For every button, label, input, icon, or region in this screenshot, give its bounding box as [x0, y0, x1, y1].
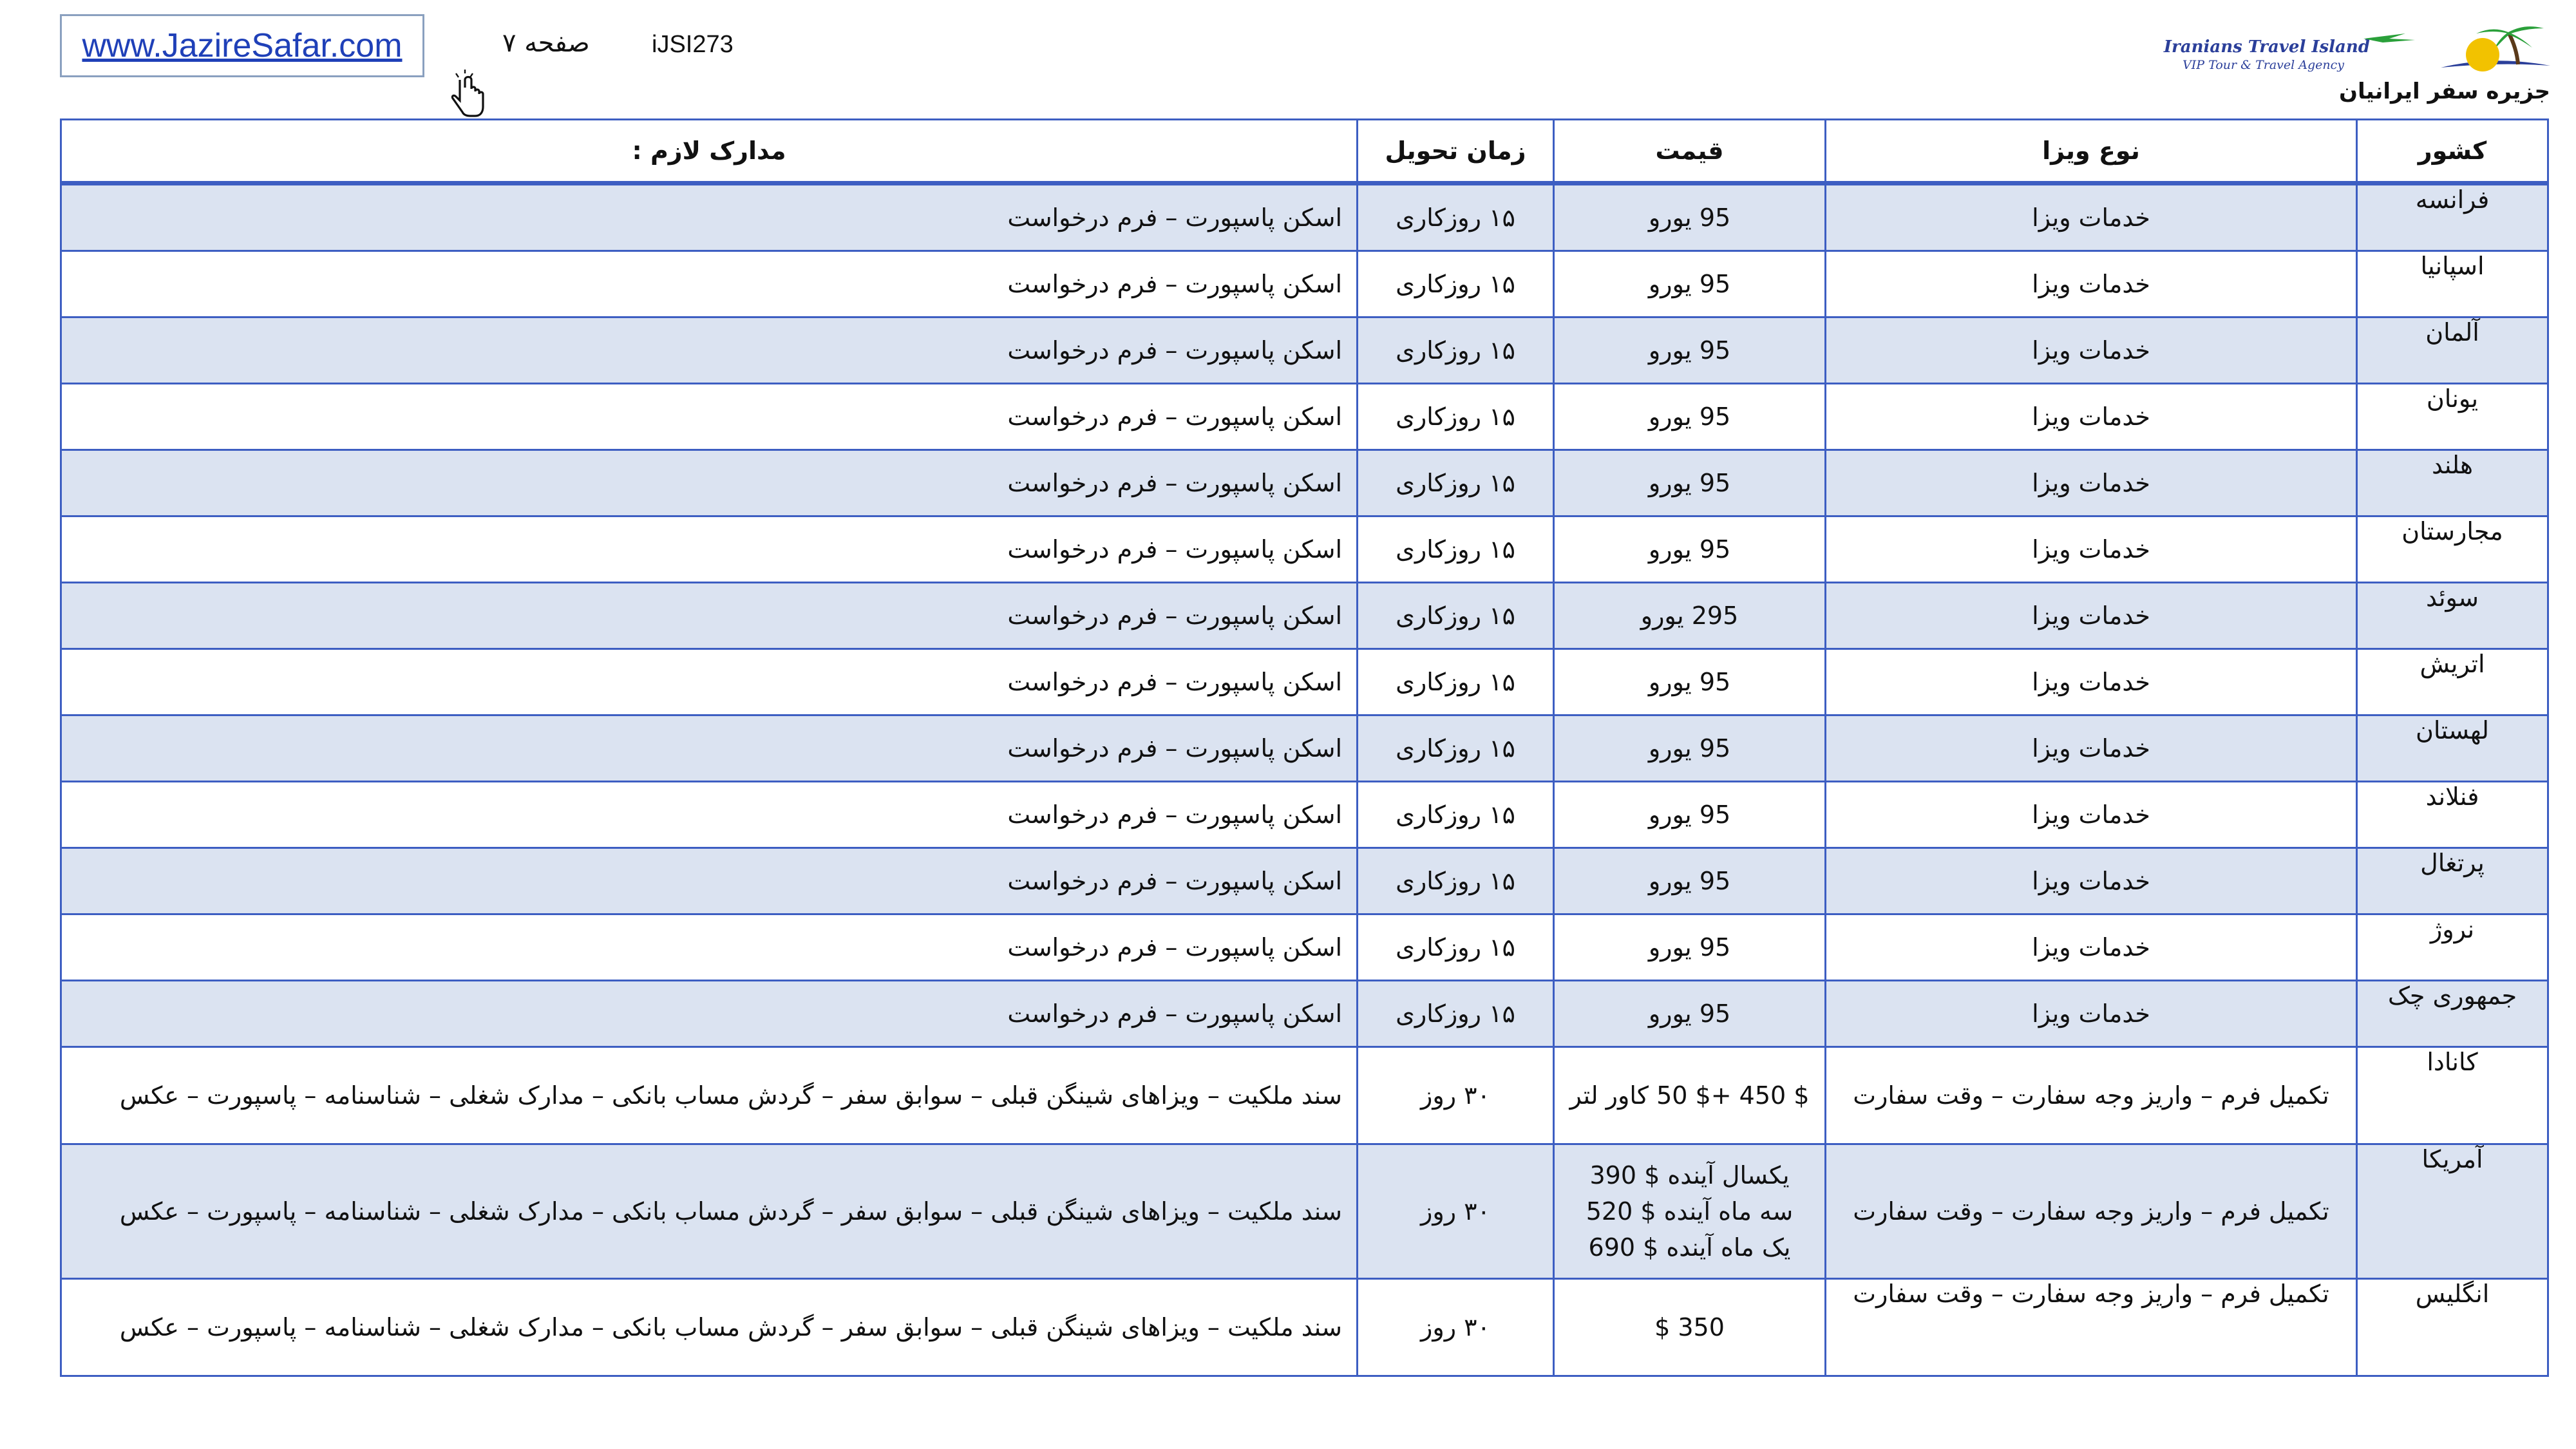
cell-price: $ 450 +$ 50 کاور لتر [1554, 1047, 1826, 1144]
hand-pointer-icon [451, 70, 489, 121]
cell-visa-type: تکمیل فرم – واریز وجه سفارت – وقت سفارت [1826, 1144, 2357, 1279]
visa-services-table [60, 118, 2549, 1377]
company-logo [2099, 19, 2557, 109]
cell-country: اسپانیا [2357, 251, 2548, 317]
header-price: قیمت [1554, 120, 1826, 184]
cell-delivery-time: ۱۵ روزکاری [1358, 184, 1554, 251]
cell-documents: اسکن پاسپورت – فرم درخواست [61, 782, 1358, 848]
cell-country: مجارستان [2357, 516, 2548, 583]
table-row-usa [61, 1144, 2548, 1279]
page-number-label: صفحه ۷ [502, 28, 590, 58]
cell-country: انگلیس [2357, 1279, 2548, 1376]
cell-documents: اسکن پاسپورت – فرم درخواست [61, 384, 1358, 450]
cell-price: 95 یورو [1554, 848, 1826, 914]
cell-country: لهستان [2357, 715, 2548, 782]
table-row [61, 317, 2548, 384]
cell-visa-type: خدمات ویزا [1826, 251, 2357, 317]
header-delivery-time: زمان تحویل [1358, 120, 1554, 184]
cell-delivery-time: ۱۵ روزکاری [1358, 251, 1554, 317]
cell-visa-type: خدمات ویزا [1826, 914, 2357, 981]
cell-delivery-time: ۱۵ روزکاری [1358, 914, 1554, 981]
cell-visa-type: خدمات ویزا [1826, 649, 2357, 715]
table-header-row [61, 120, 2548, 184]
cell-delivery-time: ۱۵ روزکاری [1358, 583, 1554, 649]
cell-price: 95 یورو [1554, 384, 1826, 450]
cell-price [1554, 1144, 1826, 1279]
cell-price: 95 یورو [1554, 516, 1826, 583]
cell-documents: اسکن پاسپورت – فرم درخواست [61, 251, 1358, 317]
cell-delivery-time: ۳۰ روز [1358, 1279, 1554, 1376]
cell-visa-type: خدمات ویزا [1826, 317, 2357, 384]
cell-price: 95 یورو [1554, 715, 1826, 782]
cell-price: 95 یورو [1554, 450, 1826, 516]
cell-delivery-time: ۱۵ روزکاری [1358, 649, 1554, 715]
logo-persian-name: جزیره سفر ایرانیان [2338, 79, 2550, 104]
cell-price: 95 یورو [1554, 981, 1826, 1047]
cell-delivery-time: ۱۵ روزکاری [1358, 715, 1554, 782]
cell-documents: اسکن پاسپورت – فرم درخواست [61, 317, 1358, 384]
cell-price: 350 $ [1554, 1279, 1826, 1376]
table-row [61, 981, 2548, 1047]
cell-country: سوئد [2357, 583, 2548, 649]
cell-documents: اسکن پاسپورت – فرم درخواست [61, 184, 1358, 251]
cell-visa-type: تکمیل فرم – واریز وجه سفارت – وقت سفارت [1826, 1047, 2357, 1144]
cell-country: پرتغال [2357, 848, 2548, 914]
palm-island-icon [2344, 19, 2557, 84]
cell-country: جمهوری چک [2357, 981, 2548, 1047]
table-row [61, 914, 2548, 981]
cell-delivery-time: ۳۰ روز [1358, 1047, 1554, 1144]
cell-country: کانادا [2357, 1047, 2548, 1144]
table-row-canada [61, 1047, 2548, 1144]
cell-country: نروژ [2357, 914, 2548, 981]
table-row [61, 583, 2548, 649]
cell-country: آلمان [2357, 317, 2548, 384]
price-line: یکسال آینده $ 390 [1589, 1161, 1790, 1189]
cell-visa-type: خدمات ویزا [1826, 782, 2357, 848]
cell-delivery-time: ۱۵ روزکاری [1358, 516, 1554, 583]
cell-price: 95 یورو [1554, 184, 1826, 251]
table-row [61, 848, 2548, 914]
table-row [61, 384, 2548, 450]
cell-price: 95 یورو [1554, 914, 1826, 981]
cell-country: فرانسه [2357, 184, 2548, 251]
table-row [61, 251, 2548, 317]
cell-documents: اسکن پاسپورت – فرم درخواست [61, 649, 1358, 715]
cell-visa-type: خدمات ویزا [1826, 981, 2357, 1047]
page-code: iJSI273 [652, 31, 734, 58]
cell-country: یونان [2357, 384, 2548, 450]
cell-documents: اسکن پاسپورت – فرم درخواست [61, 450, 1358, 516]
cell-documents: سند ملکیت – ویزاهای شینگن قبلی – سوابق سفر – گردش مساب بانکی – مدارک شغلی – شناسنامه – پاسپورت – عکس [61, 1279, 1358, 1376]
logo-english-tagline: VIP Tour & Travel Agency [2183, 58, 2344, 72]
cell-visa-type: خدمات ویزا [1826, 450, 2357, 516]
header-country: کشور [2357, 120, 2548, 184]
cell-price: 95 یورو [1554, 317, 1826, 384]
cell-documents: اسکن پاسپورت – فرم درخواست [61, 715, 1358, 782]
cell-country: هلند [2357, 450, 2548, 516]
cell-delivery-time: ۳۰ روز [1358, 1144, 1554, 1279]
price-line: یک ماه آینده $ 690 [1588, 1233, 1791, 1262]
cell-price: 295 یورو [1554, 583, 1826, 649]
cell-documents: اسکن پاسپورت – فرم درخواست [61, 516, 1358, 583]
table-row [61, 715, 2548, 782]
cell-delivery-time: ۱۵ روزکاری [1358, 848, 1554, 914]
cell-visa-type: خدمات ویزا [1826, 184, 2357, 251]
cell-visa-type: تکمیل فرم – واریز وجه سفارت – وقت سفارت [1826, 1279, 2357, 1376]
cell-visa-type: خدمات ویزا [1826, 384, 2357, 450]
table-row [61, 649, 2548, 715]
cell-country: آمریکا [2357, 1144, 2548, 1279]
cell-delivery-time: ۱۵ روزکاری [1358, 981, 1554, 1047]
cell-visa-type: خدمات ویزا [1826, 583, 2357, 649]
table-row [61, 450, 2548, 516]
cell-delivery-time: ۱۵ روزکاری [1358, 317, 1554, 384]
header-visa-type: نوع ویزا [1826, 120, 2357, 184]
cell-price: 95 یورو [1554, 782, 1826, 848]
price-line: سه ماه آینده $ 520 [1586, 1197, 1794, 1226]
cell-visa-type: خدمات ویزا [1826, 715, 2357, 782]
cell-documents: اسکن پاسپورت – فرم درخواست [61, 583, 1358, 649]
cell-price: 95 یورو [1554, 251, 1826, 317]
website-box [60, 14, 424, 77]
cell-documents: سند ملکیت – ویزاهای شینگن قبلی – سوابق سفر – گردش مساب بانکی – مدارک شغلی – شناسنامه – پاسپورت – عکس [61, 1047, 1358, 1144]
table-row-uk [61, 1279, 2548, 1376]
cell-price: 95 یورو [1554, 649, 1826, 715]
table-row [61, 782, 2548, 848]
cell-delivery-time: ۱۵ روزکاری [1358, 782, 1554, 848]
table-row [61, 184, 2548, 251]
cell-delivery-time: ۱۵ روزکاری [1358, 450, 1554, 516]
cell-documents: اسکن پاسپورت – فرم درخواست [61, 848, 1358, 914]
header-documents: مدارک لازم : [61, 120, 1358, 184]
cell-country: اتریش [2357, 649, 2548, 715]
website-link[interactable]: www.JazireSafar.com [82, 27, 402, 64]
cell-visa-type: خدمات ویزا [1826, 516, 2357, 583]
cell-documents: اسکن پاسپورت – فرم درخواست [61, 914, 1358, 981]
logo-english-name: Iranians Travel Island [2163, 37, 2370, 57]
cell-documents: سند ملکیت – ویزاهای شینگن قبلی – سوابق سفر – گردش مساب بانکی – مدارک شغلی – شناسنامه – پاسپورت – عکس [61, 1144, 1358, 1279]
cell-delivery-time: ۱۵ روزکاری [1358, 384, 1554, 450]
cell-documents: اسکن پاسپورت – فرم درخواست [61, 981, 1358, 1047]
cell-country: فنلاند [2357, 782, 2548, 848]
table-row [61, 516, 2548, 583]
cell-visa-type: خدمات ویزا [1826, 848, 2357, 914]
